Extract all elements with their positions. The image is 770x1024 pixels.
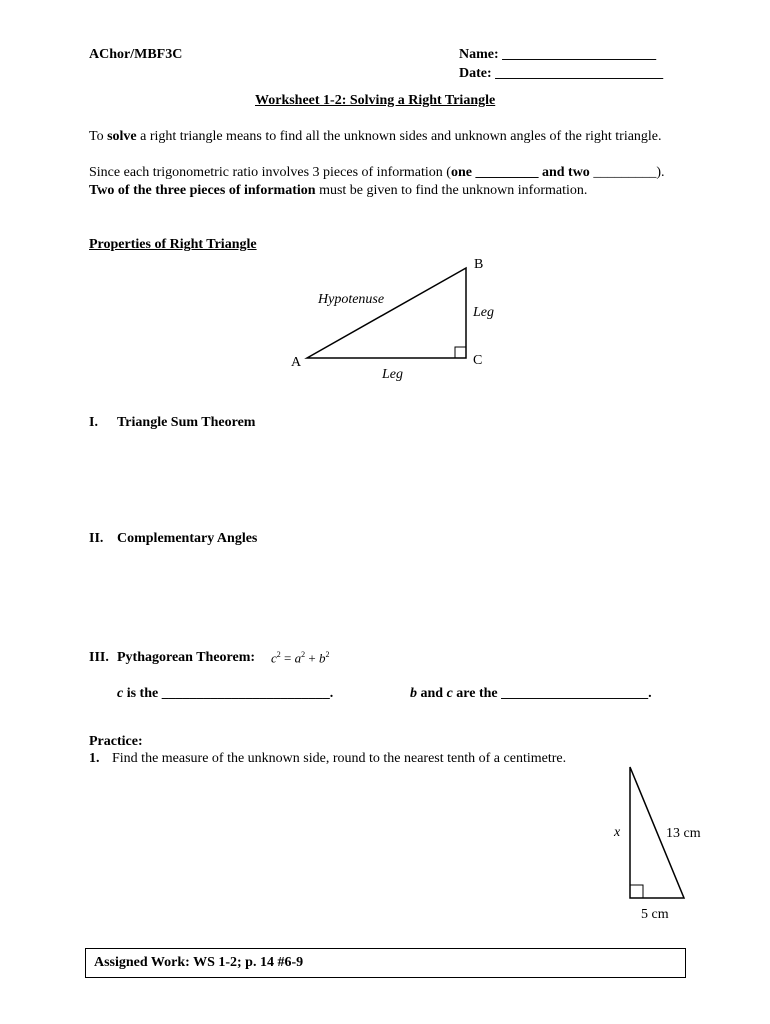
section-3-title: Pythagorean Theorem: — [117, 650, 256, 665]
page-title: Worksheet 1-2: Solving a Right Triangle — [255, 93, 496, 108]
section-1-number: I. — [89, 415, 98, 430]
intro-paragraph-3: Two of the three pieces of information must be given to find the unknown information. — [89, 183, 588, 198]
b-and-c-line: b and c are the _____________________. — [410, 686, 652, 701]
assigned-work-text: Assigned Work: WS 1-2; p. 14 #6-9 — [94, 955, 304, 970]
course-code: AChor/MBF3C — [89, 47, 183, 62]
right-angle-marker-c — [455, 347, 466, 358]
question-1-number: 1. — [89, 751, 100, 766]
right-angle-marker-practice — [630, 885, 643, 898]
leg-vertical-label: Leg — [473, 305, 494, 320]
vertex-b-label: B — [474, 257, 484, 272]
pythagorean-formula: $c^2 = a^2 + b^2$ — [271, 650, 330, 666]
c-is-the-line: c is the ________________________. — [117, 686, 334, 701]
name-field: Name: ______________________ — [459, 47, 657, 62]
vertex-a-label: A — [291, 355, 302, 370]
right-triangle-abc — [307, 268, 466, 358]
intro-paragraph-1: To solve a right triangle means to find all the unknown sides and unknown angles of the right triangle. — [89, 129, 662, 144]
vertex-c-label: C — [473, 353, 483, 368]
properties-heading: Properties of Right Triangle — [89, 237, 257, 252]
section-2-number: II. — [89, 531, 104, 546]
leg-horizontal-label: Leg — [382, 367, 403, 382]
section-3-number: III. — [89, 650, 109, 665]
hypotenuse-label: Hypotenuse — [318, 292, 385, 307]
assigned-work-box — [85, 948, 686, 978]
practice-heading: Practice: — [89, 734, 143, 749]
section-2-title: Complementary Angles — [117, 531, 258, 546]
date-field: Date: ________________________ — [459, 66, 664, 81]
base-5cm-label: 5 cm — [641, 907, 669, 922]
intro-paragraph-2: Since each trigonometric ratio involves 3 pieces of information (one _________ and two _________). — [89, 165, 665, 180]
question-1-text: Find the measure of the unknown side, round to the nearest tenth of a centimetre. — [112, 751, 567, 766]
section-1-title: Triangle Sum Theorem — [117, 415, 256, 430]
hypotenuse-13cm-label: 13 cm — [666, 826, 701, 841]
side-x-label: x — [614, 825, 621, 840]
